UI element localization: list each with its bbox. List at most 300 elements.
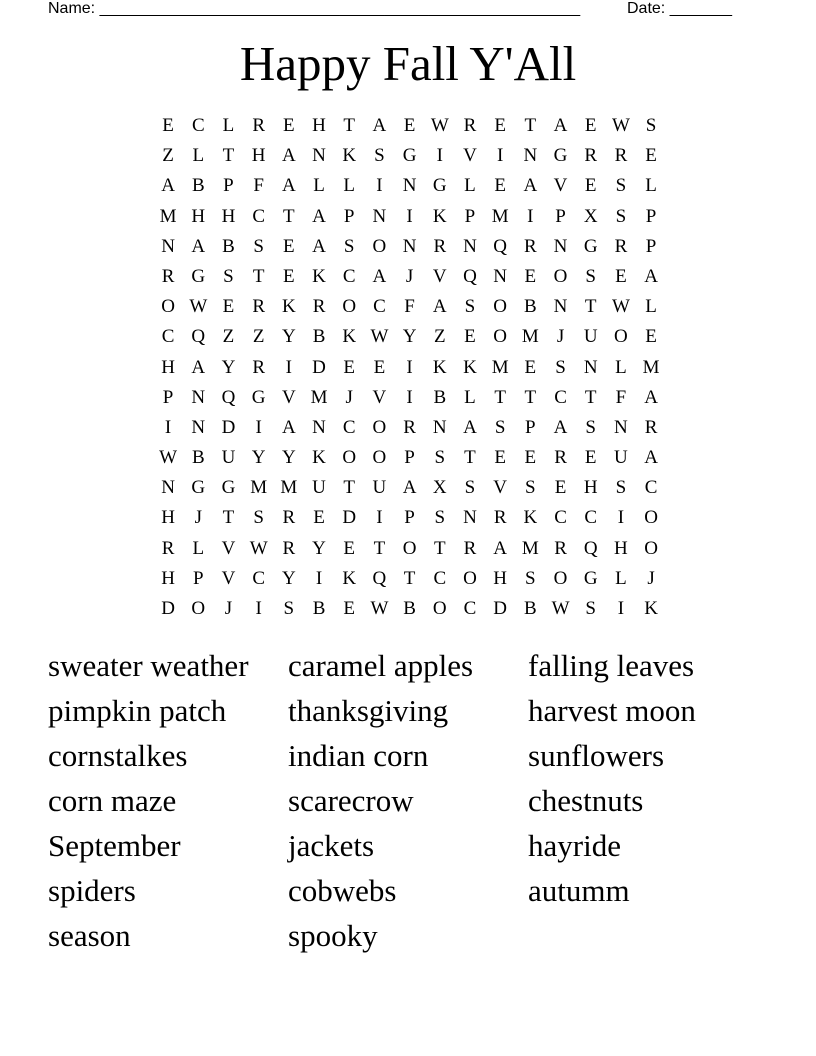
grid-cell: S [494,416,506,438]
grid-cell: B [433,386,447,408]
word-list-item: cobwebs [288,873,397,908]
grid-cell: U [614,447,628,469]
grid-cell: L [645,296,657,318]
grid-cell: O [553,265,568,287]
grid-cell: G [221,477,236,499]
grid-cell: M [310,386,328,408]
word-list-item: caramel apples [288,648,474,683]
word-list-item: chestnuts [528,783,644,818]
grid-cell: I [376,175,383,197]
grid-cell: I [436,145,443,167]
grid-cell: A [644,447,658,469]
grid-cell: N [402,235,417,257]
grid-cell: K [432,356,447,378]
grid-cell: G [251,386,266,408]
grid-cell: I [617,598,625,619]
grid-cell: G [553,145,568,167]
grid-cell: B [524,598,537,619]
grid-cell: N [553,296,568,318]
grid-cell: K [342,326,357,348]
grid-cell: F [253,175,264,197]
grid-cell: S [615,175,627,197]
grid-cell: T [252,265,265,287]
grid-cell: C [342,265,356,287]
grid-cell: O [402,537,417,559]
grid-cell: C [161,326,175,348]
grid-cell: T [584,386,597,408]
grid-cell: E [313,507,325,529]
grid-cell: V [463,145,477,167]
grid-cell: V [221,537,236,559]
word-list-item: sunflowers [528,738,665,773]
grid-cell: H [161,507,175,529]
grid-cell: X [583,205,598,227]
grid-cell: Q [372,567,387,589]
grid-cell: S [343,235,355,257]
grid-cell: Y [312,537,326,559]
grid-cell: Q [463,265,477,287]
word-list-item: scarecrow [288,783,414,818]
grid-cell: E [524,265,537,287]
grid-cell: E [222,296,235,318]
grid-cell: J [647,567,655,589]
grid-cell: K [432,205,447,227]
word-list-item: September [48,828,181,863]
grid-cell: N [553,235,568,257]
grid-cell: Y [281,567,296,589]
grid-cell: E [162,115,174,136]
grid-cell: M [250,477,268,499]
grid-cell: R [493,507,507,529]
grid-cell: E [645,326,657,348]
grid-cell: A [191,235,206,257]
grid-cell: P [645,205,657,227]
grid-cell: E [584,115,597,136]
grid-cell: N [583,356,598,378]
grid-cell: R [463,537,477,559]
grid-cell: E [343,356,356,378]
grid-cell: J [405,265,414,287]
word-list-item: hayride [528,828,621,863]
grid-cell: P [525,416,536,438]
grid-cell: K [523,507,538,529]
grid-cell: R [252,296,265,318]
grid-cell: R [403,416,416,438]
grid-cell: U [372,477,387,499]
grid-cell: W [189,296,208,318]
grid-cell: T [524,386,537,408]
grid-cell: S [434,507,446,529]
grid-cell: E [494,447,506,469]
grid-cell: E [615,265,627,287]
grid-cell: O [372,447,387,469]
grid-cell: A [463,416,477,438]
grid-cell: S [555,356,566,378]
grid-cell: N [463,235,477,257]
grid-cell: E [524,356,537,378]
grid-cell: P [645,235,657,257]
grid-cell: H [312,115,326,136]
grid-cell: W [611,115,630,136]
grid-cell: C [554,386,567,408]
word-list-item: indian corn [288,738,429,773]
grid-cell: L [313,175,325,197]
grid-cell: Q [221,386,236,408]
grid-cell: E [403,115,416,136]
grid-cell: X [432,477,447,499]
grid-cell: S [585,416,596,438]
grid-cell: H [191,205,206,227]
grid-cell: D [312,356,326,378]
grid-cell: T [222,507,235,529]
word-list-item: harvest moon [528,693,696,728]
grid-cell: O [644,537,658,559]
grid-cell: S [253,507,264,529]
grid-cell: I [617,507,625,529]
grid-cell: S [645,115,657,136]
word-list-item: pimpkin patch [48,693,227,728]
grid-cell: S [464,296,476,318]
grid-cell: A [493,537,508,559]
grid-cell: N [493,265,508,287]
grid-cell: Q [493,235,508,257]
grid-cell: A [432,296,447,318]
grid-cell: Q [191,326,206,348]
grid-cell: C [342,416,356,438]
grid-cell: C [554,507,567,529]
grid-cell: E [464,326,476,348]
grid-cell: N [312,416,326,438]
grid-cell: C [433,567,447,589]
grid-cell: S [464,477,476,499]
grid-cell: Z [222,326,235,348]
word-list-item: jackets [288,828,375,863]
grid-cell: P [404,507,415,529]
grid-cell: P [464,205,476,227]
grid-cell: P [343,205,355,227]
grid-cell: I [496,145,504,167]
grid-cell: O [372,416,387,438]
grid-cell: H [251,145,266,167]
word-list-item: season [48,918,131,953]
grid-cell: G [402,145,417,167]
grid-cell: O [191,598,206,619]
grid-cell: B [191,447,205,469]
grid-cell: P [162,386,174,408]
grid-cell: Y [281,447,296,469]
grid-cell: L [615,356,627,378]
grid-cell: R [433,235,447,257]
grid-cell: S [253,235,264,257]
grid-cell: B [191,175,205,197]
grid-cell: J [224,598,233,619]
grid-cell: H [161,567,175,589]
grid-cell: L [464,175,476,197]
grid-cell: H [221,205,236,227]
grid-cell: P [404,447,415,469]
grid-cell: A [312,205,326,227]
grid-cell: Z [252,326,265,348]
grid-cell: A [523,175,538,197]
grid-cell: T [343,477,356,499]
grid-cell: N [191,416,206,438]
grid-cell: T [373,537,386,559]
grid-cell: A [312,235,326,257]
grid-cell: I [315,567,323,589]
grid-cell: C [252,567,265,589]
grid-cell: I [527,205,534,227]
grid-cell: G [583,567,598,589]
grid-cell: R [252,115,265,136]
grid-cell: N [191,386,206,408]
grid-cell: I [376,507,383,529]
grid-cell: A [281,416,296,438]
grid-cell: H [161,356,175,378]
grid-cell: E [584,175,597,197]
grid-cell: M [521,326,539,348]
grid-cell: E [343,598,356,619]
grid-cell: B [403,598,416,619]
grid-cell: N [372,205,387,227]
grid-cell: E [584,447,597,469]
grid-cell: O [161,296,175,318]
grid-cell: T [283,205,295,227]
grid-cell: C [644,477,658,499]
page-title: Happy Fall Y'All [239,36,577,91]
grid-cell: P [192,567,204,589]
grid-cell: E [343,537,356,559]
grid-cell: T [524,115,537,136]
grid-cell: S [374,145,385,167]
grid-cell: S [615,205,627,227]
grid-cell: W [159,447,178,469]
grid-cell: E [373,356,386,378]
grid-cell: O [432,598,447,619]
grid-cell: D [221,416,236,438]
grid-cell: W [551,598,570,619]
grid-cell: I [406,356,413,378]
grid-cell: S [525,567,536,589]
grid-cell: U [583,326,598,348]
grid-cell: C [191,115,205,136]
grid-cell: T [433,537,446,559]
grid-cell: I [255,416,262,438]
date-field-label: Date: _______ [627,0,732,17]
grid-cell: L [222,115,235,136]
grid-cell: N [432,416,447,438]
grid-cell: C [463,598,477,619]
grid-cell: Z [433,326,446,348]
grid-cell: C [584,507,598,529]
grid-cell: T [343,115,356,136]
grid-cell: L [192,537,205,559]
grid-cell: Y [251,447,266,469]
grid-cell: R [524,235,537,257]
grid-cell: S [525,477,536,499]
grid-cell: V [493,477,508,499]
grid-cell: M [159,205,177,227]
grid-cell: R [463,115,477,136]
grid-cell: K [281,296,296,318]
grid-cell: V [432,265,447,287]
grid-cell: N [523,145,538,167]
grid-cell: G [191,265,206,287]
grid-cell: A [644,386,658,408]
word-list-item: thanksgiving [288,693,449,728]
grid-cell: B [312,326,326,348]
grid-cell: P [555,205,566,227]
grid-cell: N [161,477,175,499]
grid-cell: B [222,235,235,257]
grid-cell: V [281,386,296,408]
grid-cell: T [403,567,416,589]
grid-cell: H [493,567,508,589]
grid-cell: R [554,537,567,559]
grid-cell: L [192,145,205,167]
grid-cell: Q [583,537,598,559]
grid-cell: Y [281,326,296,348]
grid-cell: O [493,296,508,318]
grid-cell: U [312,477,326,499]
grid-cell: Z [162,145,174,167]
grid-cell: T [222,145,235,167]
grid-cell: A [281,145,296,167]
grid-cell: S [434,447,446,469]
grid-cell: I [255,598,262,619]
grid-cell: S [283,598,295,619]
grid-cell: N [312,145,326,167]
word-list-item: spiders [48,873,136,908]
grid-cell: A [191,356,206,378]
grid-cell: A [281,175,296,197]
grid-cell: O [644,507,658,529]
grid-cell: G [583,235,598,257]
grid-cell: I [164,416,172,438]
grid-cell: K [312,265,326,287]
header-line [48,0,748,20]
grid-cell: T [464,447,476,469]
grid-cell: O [463,567,477,589]
grid-cell: O [372,235,387,257]
grid-cell: K [342,567,357,589]
grid-cell: M [280,477,298,499]
grid-cell: V [221,567,236,589]
grid-cell: K [342,145,357,167]
grid-cell: H [614,537,628,559]
grid-cell: K [312,447,326,469]
grid-cell: S [615,477,627,499]
grid-cell: I [406,386,413,408]
grid-cell: D [493,598,508,619]
grid-cell: A [553,416,568,438]
grid-cell: A [553,115,568,136]
word-list-item: autumm [528,873,630,908]
grid-cell: W [611,296,630,318]
grid-cell: W [370,598,389,619]
grid-cell: K [463,356,477,378]
grid-cell: A [402,477,417,499]
grid-cell: O [493,326,508,348]
grid-cell: S [585,598,596,619]
grid-cell: W [430,115,449,136]
word-list-item: spooky [288,918,378,953]
grid-cell: M [642,356,660,378]
grid-cell: A [372,115,387,136]
grid-cell: A [372,265,387,287]
word-list [48,643,768,958]
grid-cell: U [221,447,236,469]
grid-cell: R [312,296,326,318]
grid-cell: N [463,507,477,529]
grid-cell: S [585,265,596,287]
grid-cell: M [491,356,509,378]
grid-cell: E [494,175,506,197]
grid-cell: W [249,537,268,559]
grid-cell: R [161,537,175,559]
grid-cell: O [553,567,568,589]
grid-cell: R [252,356,265,378]
grid-cell: R [282,537,296,559]
grid-cell: R [644,416,658,438]
name-field-label: Name: ______________________________________________________ [48,0,581,17]
grid-cell: D [161,598,175,619]
grid-cell: O [342,447,357,469]
grid-cell: E [283,265,295,287]
grid-cell: V [372,386,387,408]
grid-cell: Y [221,356,236,378]
grid-cell: K [644,598,658,619]
grid-cell: Y [402,326,417,348]
grid-cell: V [553,175,568,197]
grid-cell: L [464,386,476,408]
grid-cell: I [406,205,413,227]
grid-cell: I [285,356,292,378]
grid-cell: L [615,567,627,589]
grid-cell: N [402,175,417,197]
grid-cell: L [645,175,657,197]
grid-cell: R [614,145,628,167]
grid-cell: G [191,477,206,499]
grid-cell: D [342,507,357,529]
word-list-item: corn maze [48,783,177,818]
grid-cell: O [614,326,628,348]
grid-cell: N [614,416,628,438]
grid-cell: R [584,145,598,167]
grid-cell: F [615,386,627,408]
grid-cell: F [404,296,415,318]
grid-cell: H [583,477,598,499]
grid-cell: R [554,447,567,469]
grid-cell: E [524,447,537,469]
grid-cell: S [223,265,234,287]
grid-cell: A [644,265,658,287]
grid-cell: E [554,477,567,499]
word-list-item: sweater weather [48,648,249,683]
grid-cell: C [252,205,265,227]
grid-cell: E [283,235,295,257]
grid-cell: G [432,175,447,197]
grid-cell: A [161,175,175,197]
grid-cell: J [345,386,353,408]
grid-cell: L [343,175,356,197]
grid-cell: O [342,296,357,318]
grid-cell: M [491,205,509,227]
grid-cell: E [645,145,657,167]
grid-cell: J [556,326,565,348]
word-list-item: cornstalkes [48,738,188,773]
grid-cell: N [161,235,175,257]
grid-cell: T [584,296,597,318]
